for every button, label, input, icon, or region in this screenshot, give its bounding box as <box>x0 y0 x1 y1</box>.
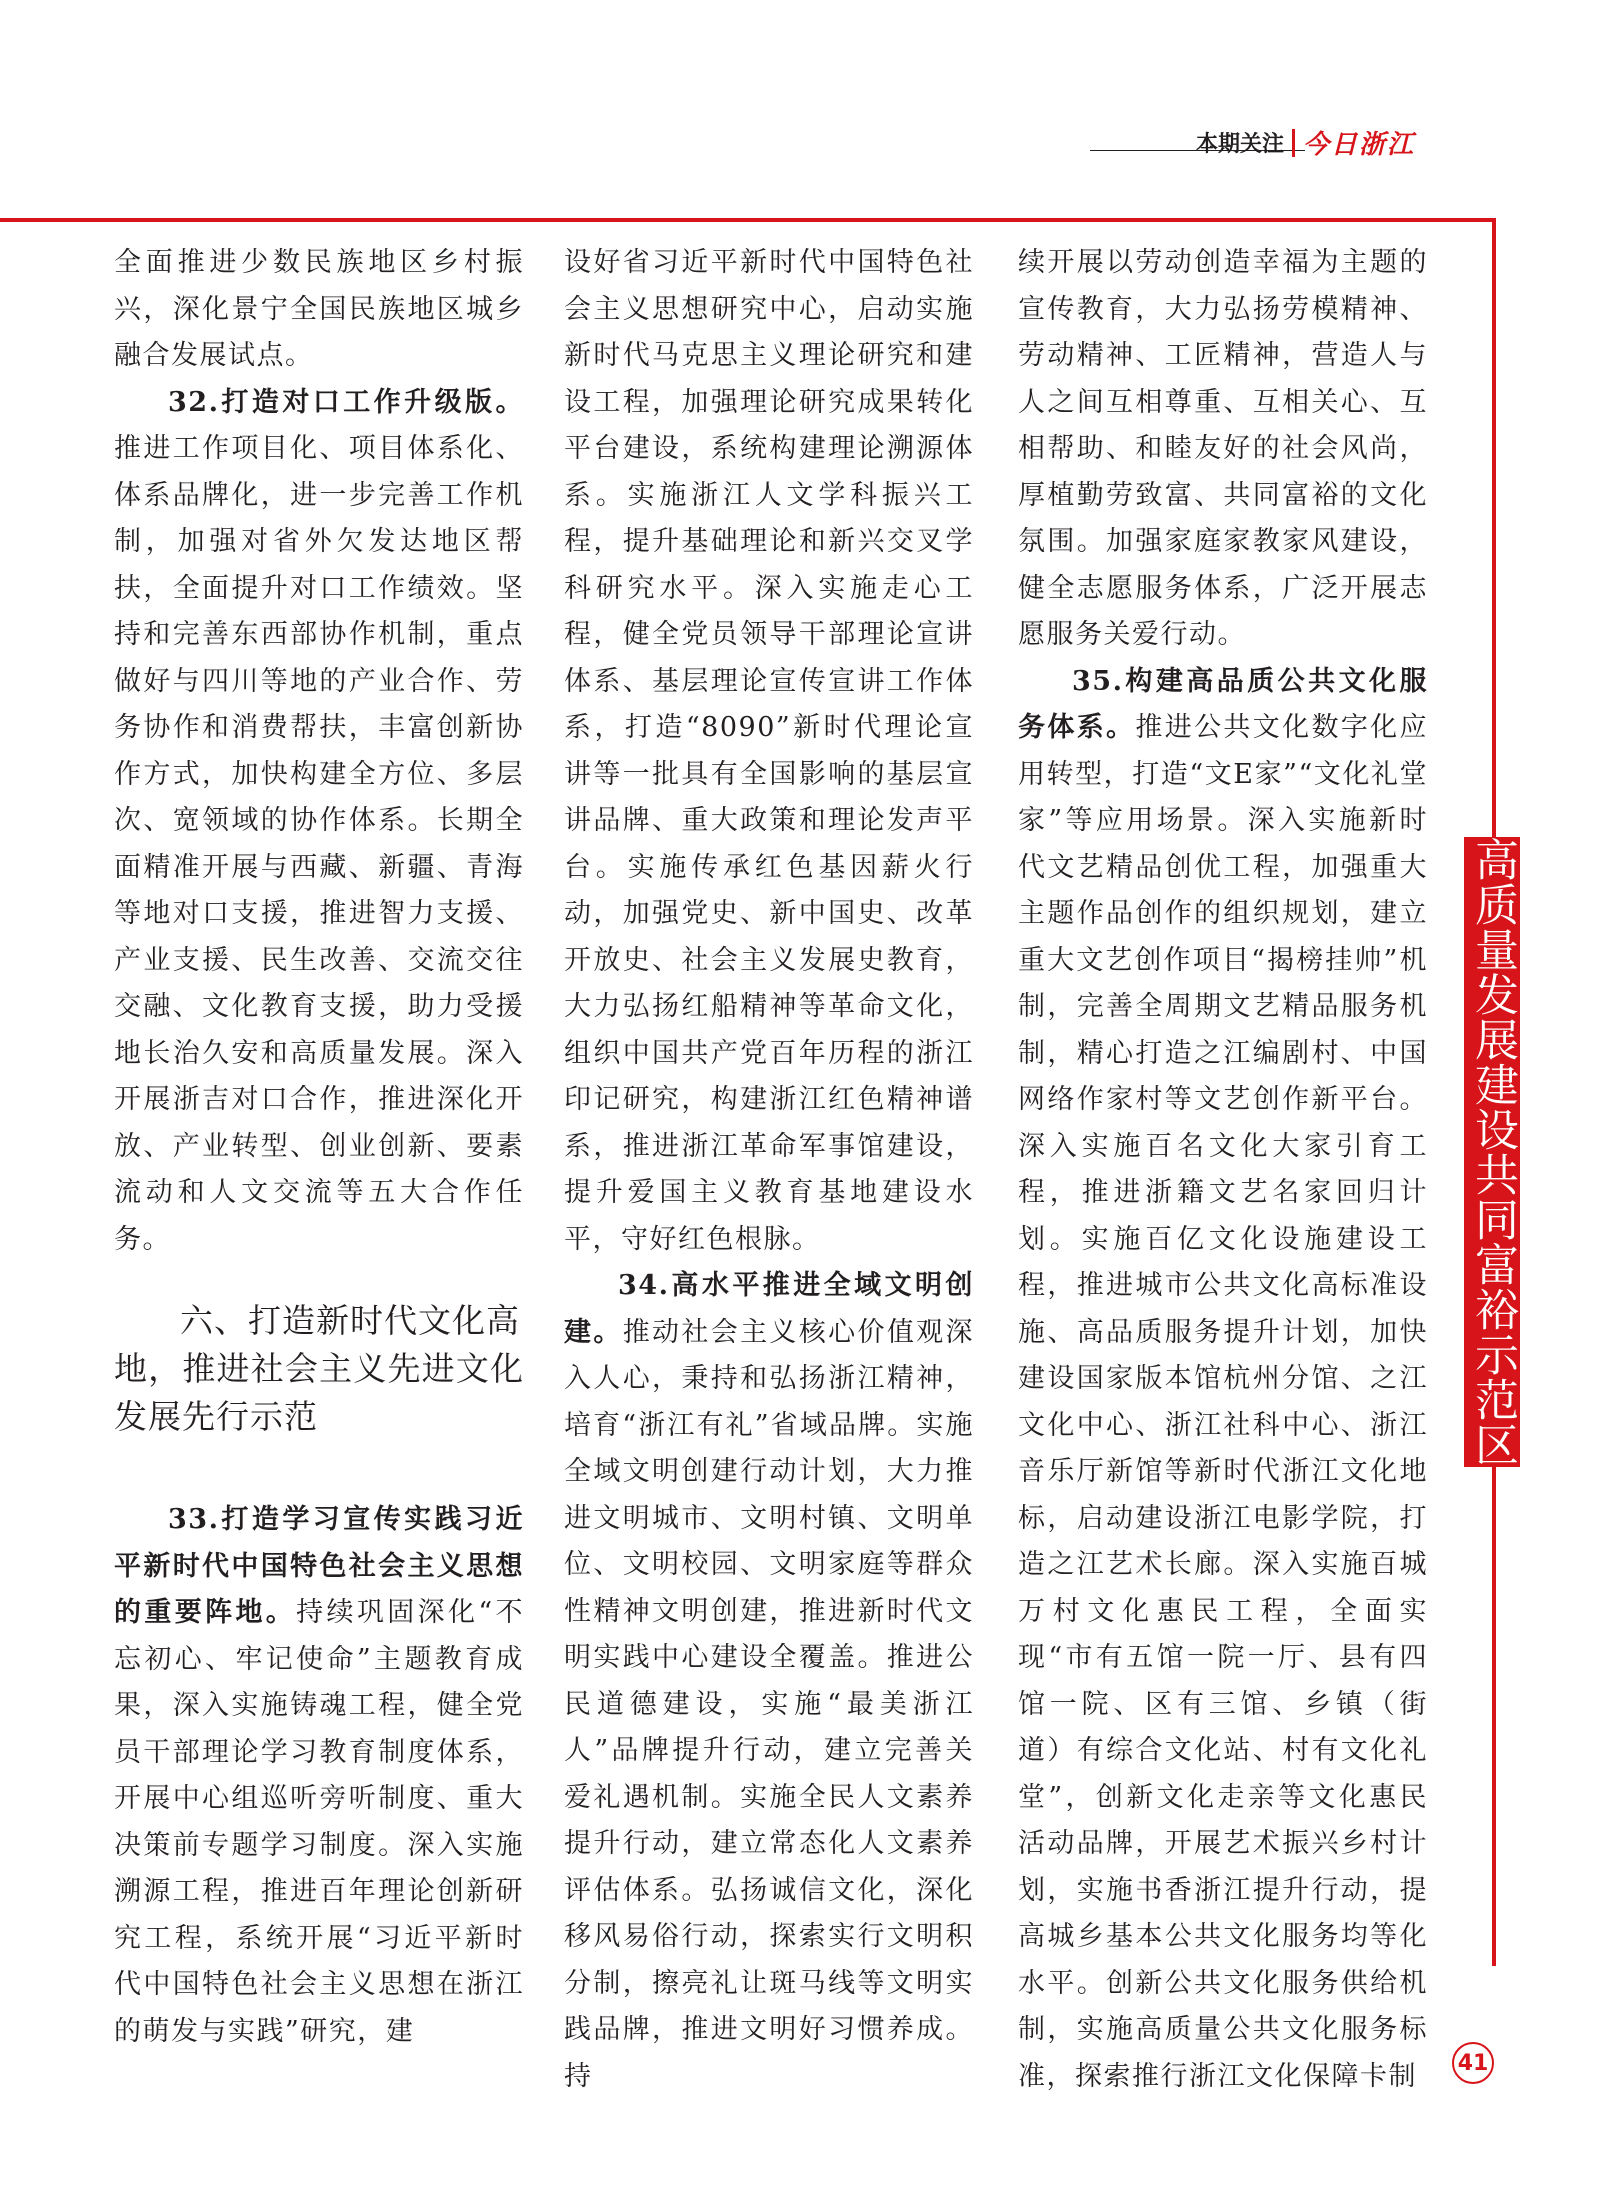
column-3 <box>1018 240 1428 2100</box>
item-body: 推进公共文化数字化应用转型，打造“文E家”“文化礼堂家”等应用场景。深入实施新时代文艺精品创优工程，加强重大主题作品创作的组织规划，建立重大文艺创作项目“揭榜挂帅”机制，完善全周期文艺精品服务机制，精心打造之江编剧村、中国网络作家村等文艺创作新平台。深入实施百名文化大家引育工程，推进浙籍文艺名家回归计划。实施百亿文化设施建设工程，推进城市公共文化高标准设施、高品质服务提升计划，加快建设国家版本馆杭州分馆、之江文化中心、浙江社科中心、浙江音乐厅新馆等新时代浙江文化地标，启动建设浙江电影学院，打造之江艺术长廊。深入实施百城万村文化惠民工程，全面实现“市有五馆一院一厅、县有四馆一院、区有三馆、乡镇（街道）有综合文化站、村有文化礼堂”，创新文化走亲等文化惠民活动品牌，开展艺术振兴乡村计划，实施书香浙江提升行动，提高城乡基本公共文化服务均等化水平。创新公共文化服务供给机制，实施高质量公共文化服务标准，探索推行浙江文化保障卡制 <box>1018 712 1429 2092</box>
side-banner: 高质量发展建设共同富裕示范区 <box>1464 837 1520 1467</box>
header-divider <box>1292 129 1295 157</box>
paragraph: 续开展以劳动创造幸福为主题的宣传教育，大力弘扬劳模精神、劳动精神、工匠精神，营造人与人之间互相尊重、互相关心、互相帮助、和睦友好的社会风尚，厚植勤劳致富、共同富裕的文化氛围。加强家庭家教家风建设，健全志愿服务体系，广泛开展志愿服务关爱行动。 <box>1018 247 1428 650</box>
page-number: 41 <box>1452 2042 1494 2084</box>
item-body: 推进工作项目化、项目体系化、体系品牌化，进一步完善工作机制，加强对省外欠发达地区帮扶，全面提升对口工作绩效。坚持和完善东西部协作机制，重点做好与四川等地的产业合作、劳务协作和消费帮扶，丰富创新协作方式，加快构建全方位、多层次、宽领域的协作体系。长期全面精准开展与西藏、新疆、青海等地对口支援，推进智力支援、产业支援、民生改善、交流交往交融、文化教育支援，助力受援地长治久安和高质量发展。深入开展浙吉对口合作，推进深化开放、产业转型、创业创新、要素流动和人文交流等五大合作任务。 <box>114 433 524 1255</box>
paragraph: 全面推进少数民族地区乡村振兴，深化景宁全国民族地区城乡融合发展试点。 <box>114 247 524 371</box>
item-body: 推动社会主义核心价值观深入人心，秉持和弘扬浙江精神，培育“浙江有礼”省域品牌。实施全域文明创建行动计划，大力推进文明城市、文明村镇、文明单位、文明校园、文明家庭等群众性精神文明创建，推进新时代文明实践中心建设全覆盖。推进公民道德建设，实施“最美浙江人”品牌提升行动，建立完善关爱礼遇机制。实施全民人文素养提升行动，建立常态化人文素养评估体系。弘扬诚信文化，深化移风易俗行动，探索实行文明积分制，擦亮礼让斑马线等文明实践品牌，推进文明好习惯养成。持 <box>564 1316 975 2092</box>
section-label: 本期关注 <box>1196 132 1285 157</box>
section-heading-line: 六、打造新时代文化高 <box>180 1301 520 1340</box>
magazine-logo: 今日浙江 <box>1303 130 1416 160</box>
frame-top-rule <box>0 218 1496 222</box>
paragraph: 设好省习近平新时代中国特色社会主义思想研究中心，启动实施新时代马克思主义理论研究和建设工程，加强理论研究成果转化平台建设，系统构建理论溯源体系。实施浙江人文学科振兴工程，提升基础理论和新兴交叉学科研究水平。深入实施走心工程，健全党员领导干部理论宣讲体系、基层理论宣传宣讲工作体系，打造“8090”新时代理论宣讲等一批具有全国影响的基层宣讲品牌、重大政策和理论发声平台。实施传承红色基因薪火行动，加强党史、新中国史、改革开放史、社会主义发展史教育，大力弘扬红船精神等革命文化，组织中国共产党百年历程的浙江印记研究，构建浙江红色精神谱系，推进浙江革命军事馆建设，提升爱国主义教育基地建设水平，守好红色根脉。 <box>564 247 974 1255</box>
item-body: 持续巩固深化“不忘初心、牢记使命”主题教育成果，深入实施铸魂工程，健全党员干部理论学习教育制度体系，开展中心组巡听旁听制度、重大决策前专题学习制度。深入实施溯源工程，推进百年理论创新研究工程，系统开展“习近平新时代中国特色社会主义思想在浙江的萌发与实践”研究，建 <box>114 1597 524 2047</box>
paragraph <box>114 1497 524 2055</box>
paragraph <box>564 1263 974 2100</box>
column-2 <box>564 240 974 2100</box>
paragraph <box>1018 659 1428 2101</box>
page-header <box>1196 124 1415 161</box>
item-title: 34.高水平推进全域文明创建。 <box>564 1270 974 1348</box>
item-title: 33.打造学习宣传实践习近平新时代中国特色社会主义思想的重要阵地。 <box>114 1504 524 1628</box>
section-heading-line: 地，推进社会主义先进文化发展先行示范 <box>114 1349 524 1436</box>
column-1 <box>114 240 524 2055</box>
paragraph <box>114 380 524 1264</box>
item-title: 35.构建高品质公共文化服务体系。 <box>1018 665 1428 743</box>
section-heading <box>114 1297 524 1441</box>
item-title: 32.打造对口工作升级版。 <box>168 386 524 418</box>
